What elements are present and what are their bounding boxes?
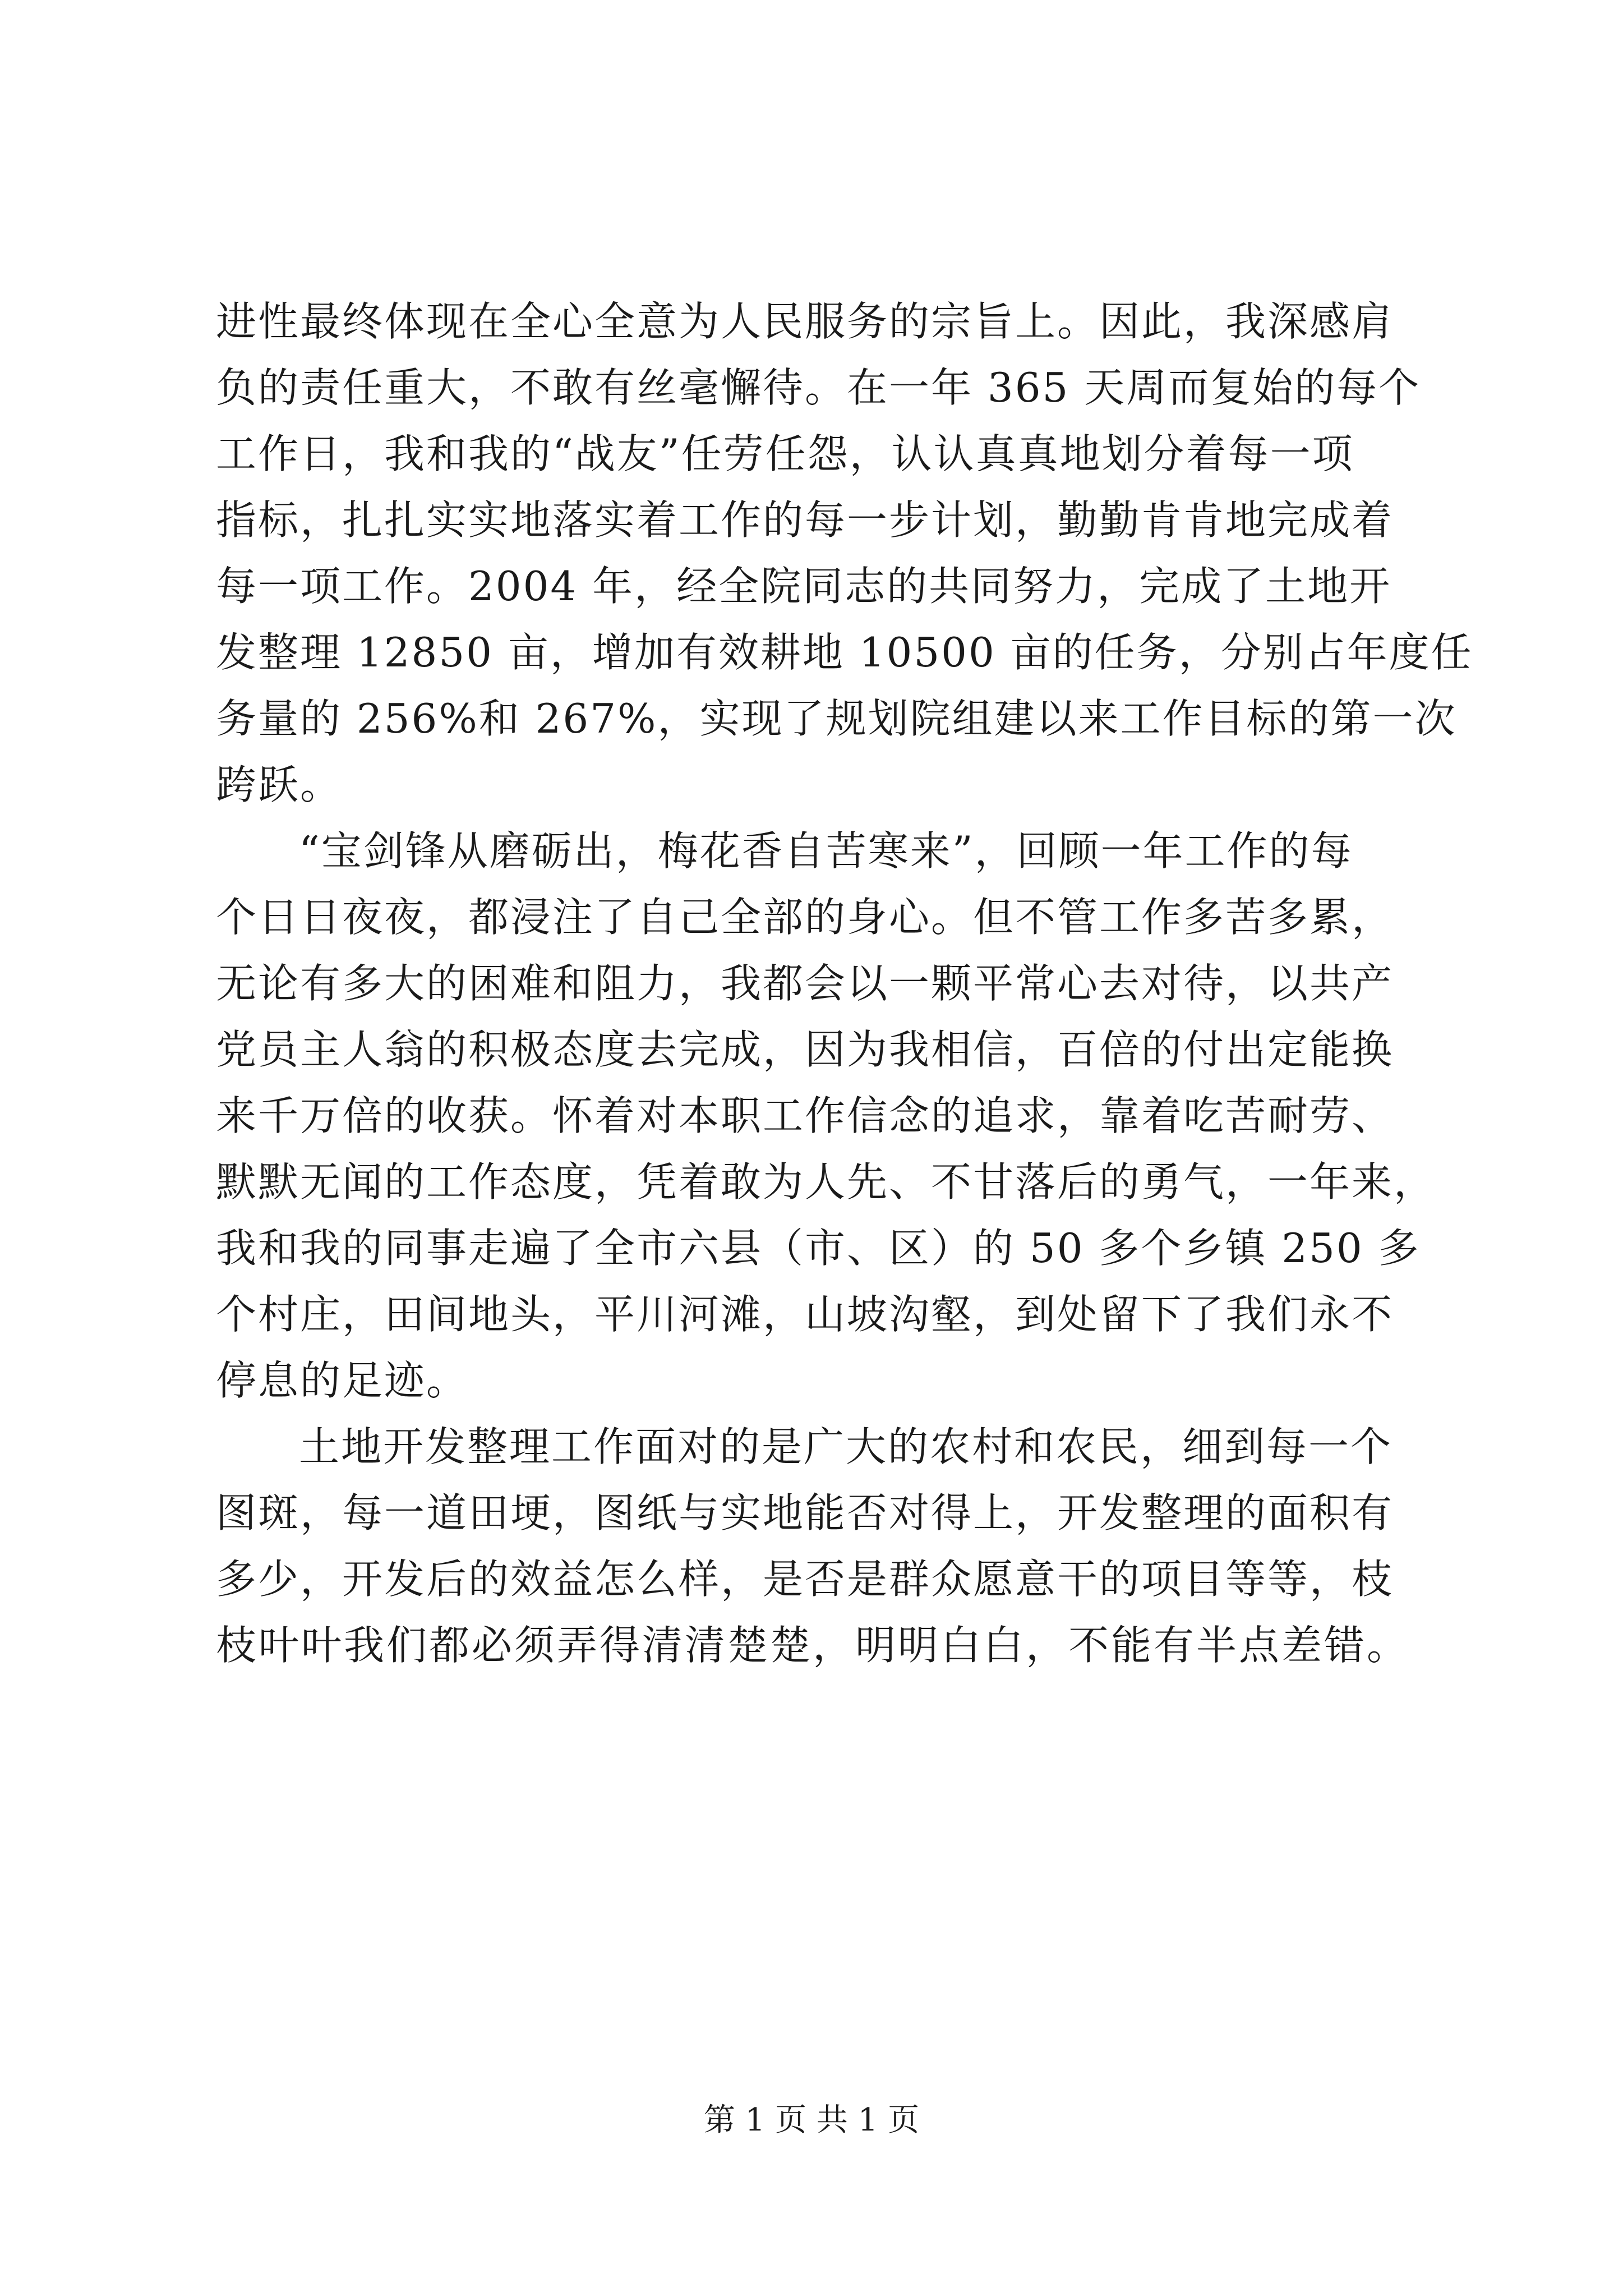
text-line: 每一项工作。2004 年，经全院同志的共同努力，完成了土地开 (216, 563, 1392, 610)
text-line: 枝叶叶我们都必须弄得清清楚楚，明明白白，不能有半点差错。 (216, 1622, 1410, 1669)
text-line: 土地开发整理工作面对的是广大的农村和农民，细到每一个 (299, 1423, 1393, 1470)
text-line: 负的责任重大，不敢有丝毫懈待。在一年 365 天周而复始的每个 (216, 364, 1421, 411)
text-line: 进性最终体现在全心全意为人民服务的宗旨上。因此，我深感肩 (216, 298, 1394, 345)
text-line: 多少，开发后的效益怎么样，是否是群众愿意干的项目等等，枝 (216, 1556, 1394, 1603)
text-line: 停息的足迹。 (216, 1357, 469, 1404)
text-line: 无论有多大的困难和阻力，我都会以一颗平常心去对待，以共产 (216, 960, 1394, 1007)
text-line: 工作日，我和我的“战友”任劳任怨，认认真真地划分着每一项 (216, 430, 1354, 477)
text-line: 个村庄，田间地头，平川河滩，山坡沟壑，到处留下了我们永不 (216, 1291, 1394, 1338)
text-line: 来千万倍的收获。怀着对本职工作信念的追求，靠着吃苦耐劳、 (216, 1092, 1394, 1139)
text-line: “宝剑锋从磨砺出，梅花香自苦寒来”，回顾一年工作的每 (299, 827, 1353, 875)
text-line: 跨跃。 (216, 761, 343, 808)
paragraph-1 (216, 288, 1473, 818)
text-line: 图斑，每一道田埂，图纸与实地能否对得上，开发整理的面积有 (216, 1489, 1394, 1536)
text-line: 默默无闻的工作态度，凭着敢为人先、不甘落后的勇气，一年来， (216, 1158, 1436, 1205)
text-line: 指标，扎扎实实地落实着工作的每一步计划，勤勤肯肯地完成着 (216, 496, 1394, 544)
paragraph-2 (216, 818, 1436, 1414)
text-line: 个日日夜夜，都浸注了自己全部的身心。但不管工作多苦多累， (216, 894, 1394, 941)
text-line: 我和我的同事走遍了全市六县（市、区）的 50 多个乡镇 250 多 (216, 1225, 1421, 1272)
page-footer: 第 1 页 共 1 页 (703, 2102, 920, 2138)
paragraph-3 (216, 1414, 1433, 1678)
text-line: 务量的 256%和 267%，实现了规划院组建以来工作目标的第一次 (216, 695, 1457, 742)
text-line: 党员主人翁的积极态度去完成，因为我相信，百倍的付出定能换 (216, 1026, 1394, 1073)
text-line: 发整理 12850 亩，增加有效耕地 10500 亩的任务，分别占年度任 (216, 629, 1473, 676)
document-body (216, 288, 1473, 1678)
